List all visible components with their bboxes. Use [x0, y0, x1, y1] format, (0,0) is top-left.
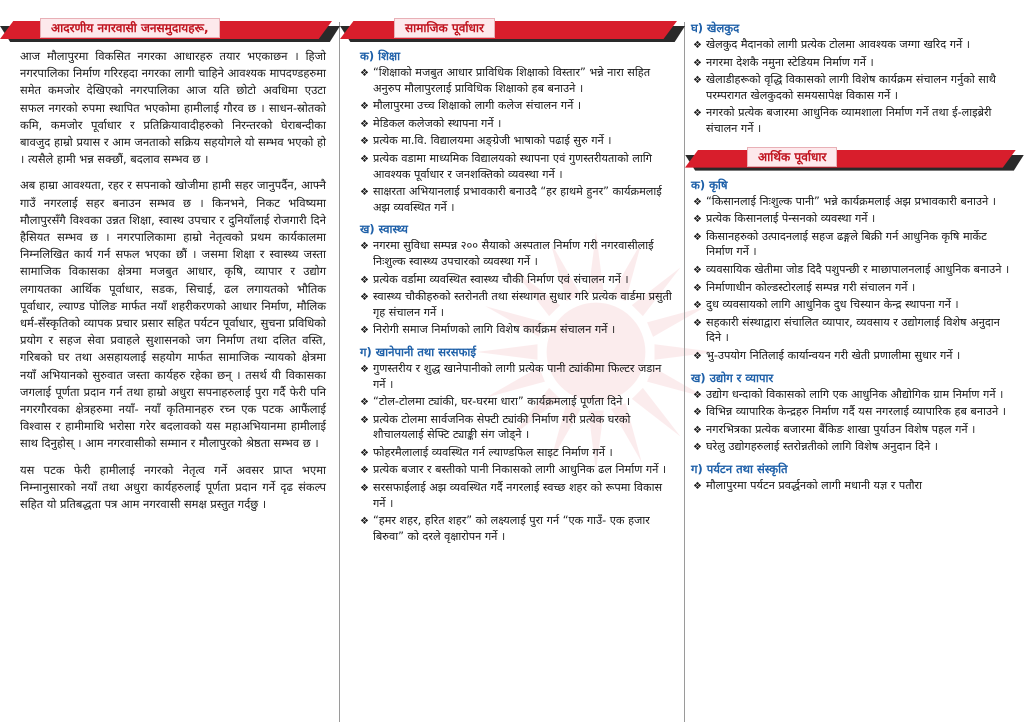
diamond-bullet-icon: ❖ — [693, 442, 702, 454]
diamond-bullet-icon: ❖ — [693, 231, 702, 243]
list-item — [360, 65, 673, 96]
section-heading: ग) खानेपानी तथा सरसफाई — [360, 344, 477, 359]
list-item-text: सरसफाईलाई अझ व्यवस्थित गर्दै नगरलाई स्वच्छ शहर को रूपमा विकास गर्ने । — [373, 481, 663, 510]
list-item — [693, 297, 1012, 313]
bullet-list — [340, 361, 685, 545]
list-item — [693, 404, 1012, 420]
list-item — [360, 116, 673, 132]
list-item-text: खेलाडीहरूको वृद्धि विकासको लागी विशेष कार्यक्रम संचालन गर्नुको साथै परम्परागत खेलकुदको समयसापेक्ष विकास गर्ने । — [706, 73, 996, 102]
list-item — [360, 480, 673, 511]
list-item — [360, 513, 673, 544]
diamond-bullet-icon: ❖ — [693, 264, 702, 276]
section-heading: घ) खेलकुद — [691, 21, 740, 35]
list-item-text: प्रत्येक मा.वि. विद्यालयमा अङ्ग्रेजी भाषाको पढाई सुरु गर्ने । — [373, 134, 612, 148]
diamond-bullet-icon: ❖ — [360, 414, 369, 426]
list-item-text: प्रत्येक वर्डामा व्यवस्थित स्वास्थ्य चौकी निर्माण एवं संचालन गर्ने । — [373, 272, 629, 286]
intro-column — [0, 0, 340, 723]
diamond-bullet-icon: ❖ — [693, 480, 702, 492]
bullet-list — [685, 194, 1024, 364]
section-heading: क) कृषि — [691, 177, 728, 192]
list-item-text: प्रत्येक किसानलाई पेन्सनको व्यवस्था गर्ने । — [706, 212, 876, 226]
section-heading: क) शिक्षा — [360, 49, 401, 63]
list-item-text: सहकारी संस्थाद्वारा संचालित व्यापार, व्यवसाय र उद्योगलाई विशेष अनुदान दिने । — [706, 315, 1000, 345]
bullet-list — [685, 37, 1024, 137]
intro-banner-title: आदरणीय नगरवासी जनसमुदायहरू, — [40, 18, 220, 38]
bullet-list — [685, 387, 1024, 455]
list-item-text: गुणस्तरीय र शुद्ध खानेपानीको लागी प्रत्येक पानी ट्यांकीमा फिल्टर जडान गर्ने । — [373, 361, 662, 391]
list-item-text: घरेलु उद्योगहरुलाई स्तरोन्नतीको लागि विशेष अनुदान दिने । — [706, 440, 938, 454]
list-item — [360, 238, 673, 269]
list-item — [693, 55, 1012, 71]
diamond-bullet-icon: ❖ — [360, 187, 369, 199]
sports-section — [685, 20, 1024, 137]
list-item — [360, 98, 673, 114]
bullet-list — [685, 478, 1024, 494]
list-item-text: स्वास्थ्य चौकीहरुको स्तरोनती तथा संस्थागत सुधार गरि प्रत्येक वार्डमा प्रसुती गृह संचालन गर्ने । — [373, 290, 672, 319]
intro-paragraph: आज मौलापुरमा विकसित नगरका आधारहरु तयार भएकाछन । हिजो नगरपालिका निर्माण गरिरहदा नगरका लागी चाहिने आवश्यक मापदण्डहरुमा समेत कमजोर देखिएको नगरपालिका आज यति छोटो अवधिमा एउटा सफल नगरको रुपमा स्थापित भएकोमा हामीलाई गौरव छ । साधन-स्रोतको कमि, कमजोर पूर्वाधार र प्रतिक्रियावादीहरुको निरन्तरको घेराबन्दीका बावजुद हाम्रो प्रयास र आम जनताको सक्रिय सहयोगले यो सम्भव भएको हो । त्यसैले हामी भन्न सक्छौं, बदलाव सम्भव छ । — [20, 49, 326, 167]
diamond-bullet-icon: ❖ — [693, 350, 702, 362]
diamond-bullet-icon: ❖ — [693, 407, 702, 419]
economic-banner-title: आर्थिक पूर्वाधार — [747, 147, 837, 167]
list-item-text: मौलापुरमा पर्यटन प्रवर्द्धनको लागी मधानी यज्ञ र पतौरा — [706, 478, 922, 492]
list-item-text: मेडिकल कलेजको स्थापना गर्ने । — [373, 116, 502, 130]
diamond-bullet-icon: ❖ — [693, 424, 702, 436]
section-heading: ख) उद्योग र व्यापार — [691, 370, 774, 385]
list-item-text: फोहरमैलालाई व्यवस्थित गर्न ल्याण्डफिल साइट निर्माण गर्ने । — [373, 445, 613, 459]
list-item — [360, 322, 673, 338]
social-infrastructure-column — [340, 0, 685, 723]
list-item-text: मौलापुरमा उच्च शिक्षाको लागी कलेज संचालन गर्ने । — [373, 99, 582, 113]
list-item-text: नगरमा देशकै नमुना स्टेडियम निर्माण गर्ने । — [706, 55, 874, 69]
diamond-bullet-icon: ❖ — [360, 447, 369, 459]
diamond-bullet-icon: ❖ — [360, 363, 369, 375]
list-item-text: “शिक्षाको मजबुत आधार प्राविधिक शिक्षाको विस्तार” भन्ने नारा सहित अनुरुप मौलापुरलाई प्राविधिक शिक्षाको हब बनाउने । — [373, 66, 651, 95]
bullet-list — [340, 65, 685, 215]
list-item-text: प्रत्येक बजार र बस्तीको पानी निकासको लागी आधुनिक ढल निर्माण गर्ने । — [373, 463, 667, 477]
list-item — [360, 151, 673, 182]
list-item-text: “टोल-टोलमा ट्यांकी, घर-घरमा धारा” कार्यक्रमलाई पूर्णता दिने । — [373, 395, 631, 409]
diamond-bullet-icon: ❖ — [360, 325, 369, 337]
list-item-text: दुध व्यवसायको लागि आधुनिक दुध चिस्यान केन्द्र स्थापना गर्ने । — [706, 298, 959, 312]
diamond-bullet-icon: ❖ — [693, 282, 702, 294]
list-item-text: “किसानलाई निःशुल्क पानी” भन्ने कार्यक्रमलाई अझ प्रभावकारी बनाउने । — [706, 194, 997, 208]
list-item — [693, 439, 1012, 455]
list-item — [693, 422, 1012, 438]
diamond-bullet-icon: ❖ — [360, 465, 369, 477]
list-item — [360, 272, 673, 288]
list-item — [360, 289, 673, 320]
section-heading: ख) स्वास्थ्य — [360, 222, 408, 237]
economic-infrastructure-column — [685, 0, 1024, 723]
diamond-bullet-icon: ❖ — [360, 136, 369, 148]
list-item — [693, 105, 1012, 136]
list-item — [693, 194, 1012, 210]
diamond-bullet-icon: ❖ — [693, 214, 702, 226]
list-item — [360, 412, 673, 443]
list-item-text: प्रत्येक टोलमा सार्वजनिक सेफ्टी ट्यांकी निर्माण गरी प्रत्येक घरको शौचालयलाई सेफ्टि ट्याङ्की संग जोड्ने । — [373, 412, 631, 442]
intro-text — [0, 48, 340, 513]
list-item — [693, 348, 1012, 364]
diamond-bullet-icon: ❖ — [360, 483, 369, 495]
diamond-bullet-icon: ❖ — [693, 75, 702, 87]
diamond-bullet-icon: ❖ — [360, 241, 369, 253]
list-item-text: व्यवसायिक खेतीमा जोड दिदै पशुपन्छी र माछापालनलाई आधुनिक बनाउने । — [706, 262, 1010, 276]
list-item — [693, 211, 1012, 227]
social-banner — [340, 18, 685, 42]
diamond-bullet-icon: ❖ — [360, 68, 369, 79]
list-item-text: निर्माणाधीन कोल्डस्टोरलाई सम्पन्न गरी संचालन गर्ने । — [706, 280, 916, 294]
intro-paragraph: यस पटक फेरी हामीलाई नगरको नेतृत्व गर्ने अवसर प्राप्त भएमा निम्नानुसारको नयाँ तथा अधुरा कार्यहरुलाई पूर्णता प्रदान गर्ने दृढ संकल्प सहित यो प्रतिबद्धता पत्र आम नगरवासी समक्ष प्रस्तुत गर्दछु । — [20, 462, 326, 512]
diamond-bullet-icon: ❖ — [360, 153, 369, 165]
list-item — [360, 184, 673, 215]
diamond-bullet-icon: ❖ — [693, 108, 702, 120]
diamond-bullet-icon: ❖ — [360, 101, 369, 113]
bullet-list — [340, 238, 685, 338]
diamond-bullet-icon: ❖ — [360, 118, 369, 130]
list-item — [693, 315, 1012, 346]
list-item — [693, 280, 1012, 296]
list-item-text: किसानहरुको उत्पादनलाई सहज ढङ्गले बिक्री गर्न आधुनिक कृषि मार्केट निर्माण गर्ने । — [706, 229, 987, 259]
diamond-bullet-icon: ❖ — [693, 389, 702, 401]
social-sections — [340, 48, 685, 544]
list-item-text: निरोगी समाज निर्माणको लागि विशेष कार्यक्रम संचालन गर्ने । — [373, 323, 616, 337]
list-item — [693, 262, 1012, 278]
list-item-text: खेलकुद मैदानको लागी प्रत्येक टोलमा आवश्यक जग्गा खरिद गर्ने । — [706, 38, 971, 51]
list-item-text: प्रत्येक वडामा माध्यमिक विद्यालयको स्थापना एवं गुणस्तरीयताको लागि आवश्यक पूर्वाधार र जनशक्तिको व्यवस्था गर्ने । — [373, 151, 652, 181]
diamond-bullet-icon: ❖ — [693, 40, 702, 51]
list-item — [360, 361, 673, 392]
list-item — [360, 133, 673, 149]
list-item-text: “हमर शहर, हरित शहर” को लक्ष्यलाई पुरा गर्न “एक गाउँ- एक हजार बिरुवा” को दरले वृक्षारोपन गर्ने । — [373, 514, 650, 543]
list-item-text: नगरमा सुविधा सम्पन्न २०० सैयाको अस्पताल निर्माण गरी नगरवासीलाई निःशुल्क स्वास्थ्य उपचारको व्यवस्था गर्ने । — [373, 239, 654, 268]
list-item — [360, 445, 673, 461]
list-item-text: नगरको प्रत्येक बजारमा आधुनिक व्यामशाला निर्माण गर्ने तथा ई-लाइब्रेरी संचालन गर्ने । — [706, 106, 992, 135]
list-item — [693, 37, 1012, 53]
economic-banner — [685, 147, 1024, 171]
list-item-text: नगरभित्रका प्रत्येक बजारमा बैंकिङ शाखा पुर्याउन विशेष पहल गर्ने । — [706, 422, 976, 436]
section-heading: ग) पर्यटन तथा संस्कृति — [691, 461, 788, 476]
list-item — [693, 478, 1012, 494]
diamond-bullet-icon: ❖ — [693, 196, 702, 208]
diamond-bullet-icon: ❖ — [693, 57, 702, 69]
economic-sections — [685, 177, 1024, 494]
social-banner-title: सामाजिक पूर्वाधार — [394, 18, 495, 38]
list-item-text: उद्योग धन्दाको विकासको लागि एक आधुनिक औद्योगिक ग्राम निर्माण गर्ने । — [706, 387, 1004, 401]
list-item — [693, 387, 1012, 403]
list-item — [360, 394, 673, 410]
diamond-bullet-icon: ❖ — [360, 397, 369, 409]
diamond-bullet-icon: ❖ — [693, 317, 702, 329]
list-item-text: साक्षरता अभियानलाई प्रभावकारी बनाउदै “हर हाथमे हुनर” कार्यक्रमलाई अझ व्यवस्थित गर्ने । — [373, 185, 662, 214]
list-item-text: विभिन्न व्यापारिक केन्द्रहरु निर्माण गर्दै यस नगरलाई व्यापारिक हब बनाउने । — [706, 405, 1007, 419]
list-item — [693, 229, 1012, 260]
diamond-bullet-icon: ❖ — [693, 300, 702, 312]
intro-banner — [0, 18, 340, 42]
diamond-bullet-icon: ❖ — [360, 516, 369, 528]
intro-paragraph: अब हाम्रा आवश्यता, रहर र सपनाको खोजीमा हामी सहर जानुपर्दैन, आफ्नै गाउँ नगरलाई सहर बनाउन सम्भव छ । किनभने, निकट भविष्यमा मौलापुरसँगै विश्वका उन्नत शिक्षा, स्वास्थ उपचार र दुनियाँलाई रोजगारी दिने हैसियत सम्भव छ । नगरपालिकामा हाम्रो नेतृत्वको प्रथम कार्यकालमा निम्नलिखित कार्य गर्न सफल भएका छौं । जसमा शिक्षा र स्वास्थ्य जस्ता सामाजिक विकासका क्षेत्रमा मजबुत आधार, कृषि, व्यापार र उद्योग लगायतका आर्थिक पूर्वाधार, सडक, सिचाई, ढल लगायतको भौतिक पूर्वाधार, ल्याण्ड पोलिङ मार्फत नयाँ शहरीकरणको आधार निर्माण, मौलिक धर्म-सँस्कृतिको व्यापक प्रचार प्रसार सहित पर्यटन पूर्वाधार, सुचना प्रविधिको प्रयोग र सहज सेवा प्रवाहले सुशासनको जग निर्माण तथा दलित वस्ति, गरिबको घर तथा असहायलाई सहयोग मार्फत सामाजिक न्यायको क्षेत्रमा नयाँ अभियानको सुरुवात जस्ता कार्यहरु रहेका छन् । तसर्थ यी विकासका जगलाई पूर्णता प्रदान गर्न तथा हाम्रो अधुरा सपनाहरुलाई पुरा गर्दै फेरी पनि नगरगौरवका क्षेत्रहरुमा नयाँ- नयाँ कृतिमानहरु रच्न एक पटक आफैंलाई विश्वास र हामीमाथि भरोसा गरेर बदलावको यस महाअभियानमा हामीलाई साथ दिनुहोस् । आम नगरवासीको सम्मान र मौलापुरको श्रेष्ठता सम्भव छ । — [20, 178, 326, 451]
diamond-bullet-icon: ❖ — [360, 274, 369, 286]
list-item-text: भु-उपयोग नितिलाई कार्यान्वयन गरी खेती प्रणालीमा सुधार गर्ने । — [706, 348, 961, 362]
diamond-bullet-icon: ❖ — [360, 292, 369, 304]
list-item — [360, 462, 673, 478]
list-item — [693, 72, 1012, 103]
